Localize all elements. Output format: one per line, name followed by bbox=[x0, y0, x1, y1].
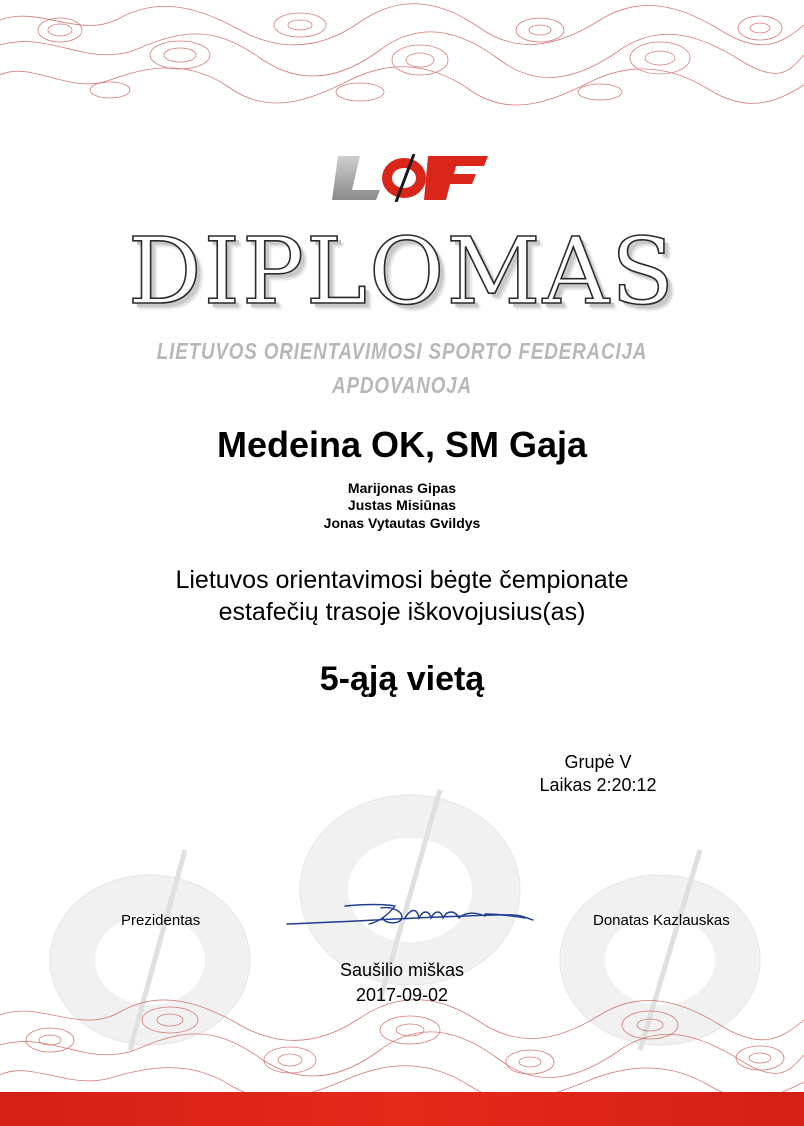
achievement-text: Lietuvos orientavimosi bėgte čempionate bbox=[175, 566, 629, 594]
president-name: Donatas Kazlauskas bbox=[593, 912, 730, 929]
team-member: Marijonas Gipas bbox=[347, 480, 457, 496]
place-awarded: 5-ąją vietą bbox=[319, 660, 485, 698]
topographic-pattern-bottom bbox=[0, 990, 804, 1100]
achievement-text: estafečių trasoje iškovojusius(as) bbox=[218, 598, 586, 626]
diploma-title: DIPLOMAS bbox=[127, 218, 677, 325]
topographic-pattern-top bbox=[0, 0, 804, 110]
team-name: Medeina OK, SM Gaja bbox=[216, 424, 588, 465]
time-label: Laikas 2:20:12 bbox=[539, 775, 657, 795]
event-location: Saušilio miškas bbox=[339, 960, 465, 980]
bottom-red-bar bbox=[0, 1092, 804, 1126]
team-member: Justas Misiūnas bbox=[347, 497, 457, 513]
team-member: Jonas Vytautas Gvildys bbox=[323, 515, 481, 531]
president-title: Prezidentas bbox=[121, 912, 201, 929]
event-date: 2017-09-02 bbox=[355, 985, 449, 1005]
federation-name: LIETUVOS ORIENTAVIMOSI SPORTO FEDERACIJA bbox=[156, 338, 648, 364]
handwritten-signature-icon bbox=[285, 896, 535, 932]
group-label: Grupė V bbox=[564, 752, 632, 772]
federation-awards: APDOVANOJA bbox=[332, 372, 472, 398]
losf-logo-icon bbox=[326, 154, 488, 202]
